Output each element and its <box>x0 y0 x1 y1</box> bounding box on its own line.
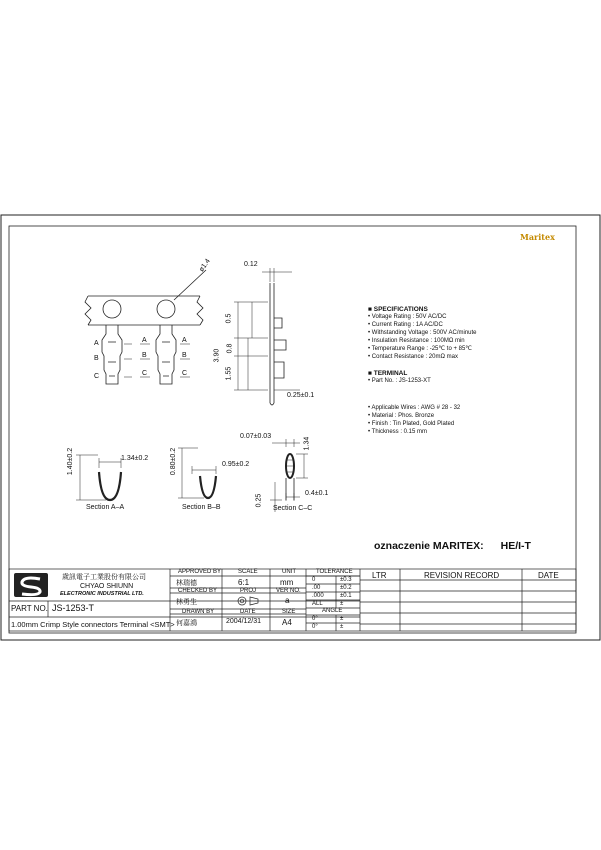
company-name-en: CHYAO SHIUNN <box>80 583 134 590</box>
dim-155: 1.55 <box>225 366 233 381</box>
section-b-view <box>178 448 216 498</box>
checked-by-value: 林勇生 <box>176 598 197 606</box>
scale-label: SCALE <box>238 569 258 575</box>
size-value: A4 <box>282 618 292 627</box>
terminal-heading: TERMINAL <box>373 370 408 377</box>
angle-key: 0° <box>312 624 318 630</box>
drawing-description: 1.00mm Crimp Style connectors Terminal <SMT> <box>11 620 175 629</box>
tol-val: ± <box>340 601 344 607</box>
marking-line <box>374 540 531 552</box>
date-label: DATE <box>240 609 256 615</box>
dim-134-a: 1.34±0.2 <box>121 455 149 462</box>
drawn-by-value: 何嘉鴻 <box>176 619 197 627</box>
specifications-heading: SPECIFICATIONS <box>373 306 428 313</box>
tol-val: ±0.3 <box>340 577 352 583</box>
dim-04: 0.4±0.1 <box>305 490 329 497</box>
spec-item: Temperature Range : -25℃ to + 85℃ <box>371 346 473 352</box>
side-view <box>234 268 300 405</box>
tol-val: ±0.2 <box>340 585 352 591</box>
cut-c-mid: C <box>142 370 148 377</box>
ltr-header: LTR <box>372 571 387 580</box>
tol-key: .00 <box>312 585 321 591</box>
cut-a-right: A <box>182 337 187 344</box>
ver-value: a <box>285 596 290 605</box>
dim-025: 0.25 <box>255 493 263 508</box>
spec-item: Withstanding Voltage : 500V AC/minute <box>371 330 477 336</box>
material-item: Material : Phos. Bronze <box>371 413 435 419</box>
angle-label: ANGLE <box>322 608 343 614</box>
section-c-view <box>270 436 311 512</box>
terminal-item: Part No. : JS-1253-XT <box>371 378 431 384</box>
dim-025-side: 0.25±0.1 <box>287 392 315 399</box>
angle-val: ± <box>340 616 344 622</box>
tol-key: .000 <box>312 593 324 599</box>
tol-key: ALL <box>312 601 323 607</box>
cut-c-right: C <box>182 370 188 377</box>
dim-thickness-top: 0.12 <box>244 261 258 268</box>
approved-by-value: 林瑞德 <box>176 579 197 587</box>
angle-val: ± <box>340 624 344 630</box>
marking-label: oznaczenie MARITEX: <box>374 540 484 552</box>
dim-diameter: ø1.4 <box>198 257 212 274</box>
top-view <box>85 270 206 384</box>
spec-item: Voltage Rating : 50V AC/DC <box>371 314 447 320</box>
scale-value: 6:1 <box>238 578 250 587</box>
spec-item: Insulation Resistance : 100MΩ min <box>371 338 465 344</box>
size-label: SIZE <box>282 609 296 615</box>
revision-date-header: DATE <box>538 571 559 580</box>
material-item: Finish : Tin Plated, Gold Plated <box>371 421 455 427</box>
part-no-value: JS-1253-T <box>52 603 95 613</box>
marking-value: HE/I-T <box>500 540 531 552</box>
part-no-label: PART NO. <box>11 604 48 613</box>
unit-label: UNIT <box>282 569 296 575</box>
dim-080: 0.80±0.2 <box>170 447 178 476</box>
cut-b-left: B <box>94 355 99 362</box>
revision-record-header: REVISION RECORD <box>424 571 500 580</box>
material-item: Applicable Wires : AWG # 28 - 32 <box>371 405 461 411</box>
checked-by-label: CHECKED BY <box>178 588 218 594</box>
unit-value: mm <box>280 578 294 587</box>
material-item: Thickness : 0.15 mm <box>371 429 428 435</box>
dim-140: 1.40±0.2 <box>67 447 75 476</box>
cut-a-left: A <box>94 340 99 347</box>
approved-by-label: APPROVED BY <box>178 569 222 575</box>
dim-095: 0.95±0.2 <box>222 461 250 468</box>
cut-a-mid: A <box>142 337 147 344</box>
cut-b-mid: B <box>142 352 147 359</box>
dim-05: 0.5 <box>225 313 233 324</box>
dim-007: 0.07±0.03 <box>240 433 272 440</box>
dim-390: 3.90 <box>213 348 221 363</box>
dim-134: 1.34 <box>303 436 311 451</box>
section-a-caption: Section A–A <box>86 504 125 511</box>
specifications-block: ■ SPECIFICATIONS • Voltage Rating : 50V AC/DC • Current Rating : 1A AC/DC • Withstanding Voltage : 500V AC/minute • Insulation Resistance : 100MΩ min • Temperature Range : -25℃ to + 85℃ • Contact Resistance : 20mΩ max <box>368 306 477 360</box>
terminal-block: ■ TERMINAL • Part No. : JS-1253-XT <box>368 370 431 384</box>
cut-b-right: B <box>182 352 187 359</box>
angle-key: 0° <box>312 616 318 622</box>
section-a-view <box>76 455 121 500</box>
ver-label: VER NO. <box>276 588 301 594</box>
drawn-by-label: DRAWN BY <box>182 609 215 615</box>
section-c-caption: Section C–C <box>273 505 313 512</box>
proj-label: PROJ <box>240 588 257 594</box>
materials-block: • Applicable Wires : AWG # 28 - 32 • Material : Phos. Bronze • Finish : Tin Plated, Gold Plated • Thickness : 0.15 mm <box>368 405 461 435</box>
spec-item: Current Rating : 1A AC/DC <box>371 322 443 328</box>
dim-08: 0.8 <box>226 343 234 354</box>
tol-key: 0 <box>312 577 316 583</box>
brand-logo: Maritex <box>520 232 555 242</box>
spec-item: Contact Resistance : 20mΩ max <box>371 354 458 360</box>
section-b-caption: Section B–B <box>182 504 221 511</box>
company-name-en2: ELECTRONIC INDUSTRIAL LTD. <box>60 591 144 597</box>
tol-val: ±0.1 <box>340 593 352 599</box>
company-name-cn: 歲訊電子工業股份有限公司 <box>62 573 146 581</box>
tolerance-label: TOLERANCE <box>316 569 353 575</box>
cut-c-left: C <box>94 373 100 380</box>
date-value: 2004/12/31 <box>226 618 262 625</box>
